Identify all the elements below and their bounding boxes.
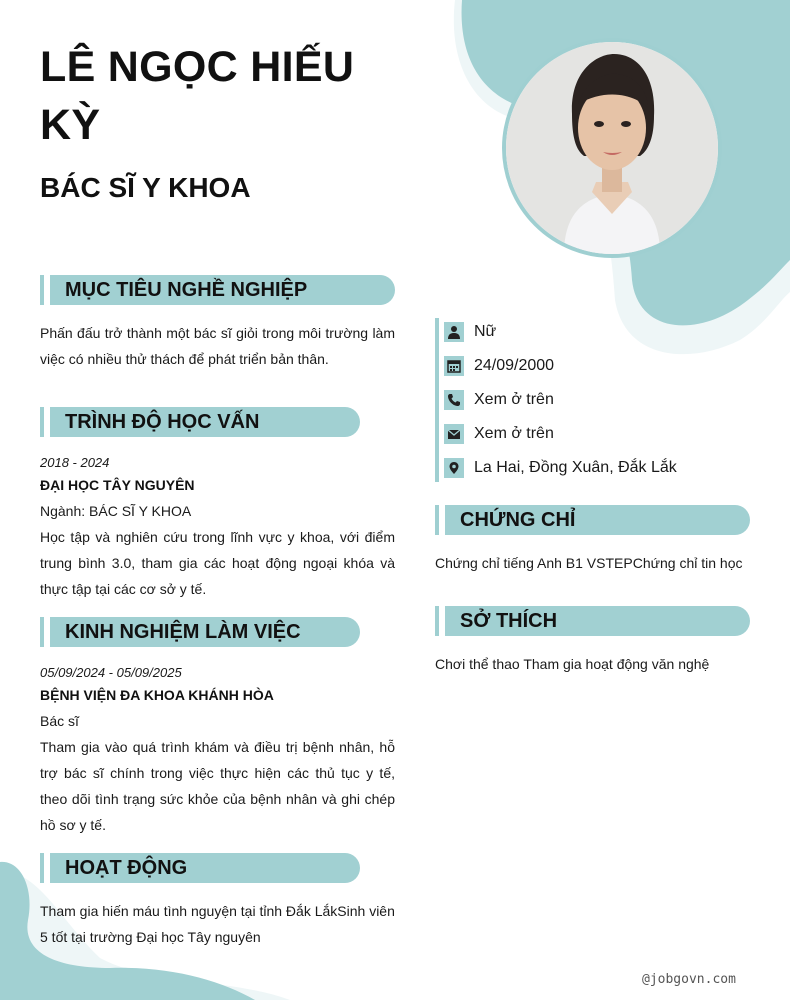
education-header [40,407,360,437]
location-icon [444,458,464,478]
experience-header [40,617,360,647]
hobbies-title: SỞ THÍCH [460,610,558,632]
experience-company: BỆNH VIỆN ĐA KHOA KHÁNH HÒA [40,687,274,703]
objective-header [40,275,395,305]
certificates-text: Chứng chỉ tiếng Anh B1 VSTEPChứng chỉ tin học [435,555,743,571]
education-period: 2018 - 2024 [40,455,110,470]
experience-title: KINH NGHIỆM LÀM VIỆC [65,621,301,643]
candidate-name: LÊ NGỌC HIẾU KỲ [40,43,355,149]
certificates-title: CHỨNG CHỈ [460,509,576,531]
avatar-illustration [506,42,718,254]
watermark: @jobgovn.com [642,972,736,987]
activities-header [40,853,360,883]
email-value: Xem ở trên [474,425,554,442]
profile-photo [502,38,722,258]
hobbies-header [435,606,750,636]
birthday-value: 24/09/2000 [474,357,555,374]
education-major: Ngành: BÁC SĨ Y KHOA [40,503,192,519]
activities-text: Tham gia hiến máu tình nguyện tại tỉnh Đắk LắkSinh viên 5 tốt tại trường Đại học Tây nguyên [40,903,395,945]
education-school: ĐẠI HỌC TÂY NGUYÊN [40,477,195,493]
calendar-icon [444,356,464,376]
objective-text: Phấn đấu trở thành một bác sĩ giỏi trong môi trường làm việc có nhiều thử thách để phát triển bản thân. [40,325,395,367]
contact-accent-bar [435,318,439,482]
objective-title: MỤC TIÊU NGHỀ NGHIỆP [65,279,308,301]
job-title: BÁC SĨ Y KHOA [40,172,251,203]
certificates-header [435,505,750,535]
activities-title: HOẠT ĐỘNG [65,857,188,879]
education-title: TRÌNH ĐỘ HỌC VẤN [65,411,260,433]
person-icon [444,322,464,342]
education-description: Học tập và nghiên cứu trong lĩnh vực y khoa, với điểm trung bình 3.0, tham gia các hoạt động ngoại khóa và thực tập tại các cơ sở y tế. [40,529,395,597]
experience-description: Tham gia vào quá trình khám và điều trị bệnh nhân, hỗ trợ bác sĩ chính trong việc thực hiện các thủ tục y tế, theo dõi tình trạng sức khỏe của bệnh nhân và ghi chép hồ sơ y tế. [40,739,395,833]
phone-value: Xem ở trên [474,391,554,408]
email-icon [444,424,464,444]
experience-position: Bác sĩ [40,713,79,729]
address-value: La Hai, Đồng Xuân, Đắk Lắk [474,459,677,476]
experience-period: 05/09/2024 - 05/09/2025 [40,665,182,680]
gender-value: Nữ [474,323,497,340]
hobbies-text: Chơi thể thao Tham gia hoạt động văn nghệ [435,656,710,672]
phone-icon [444,390,464,410]
